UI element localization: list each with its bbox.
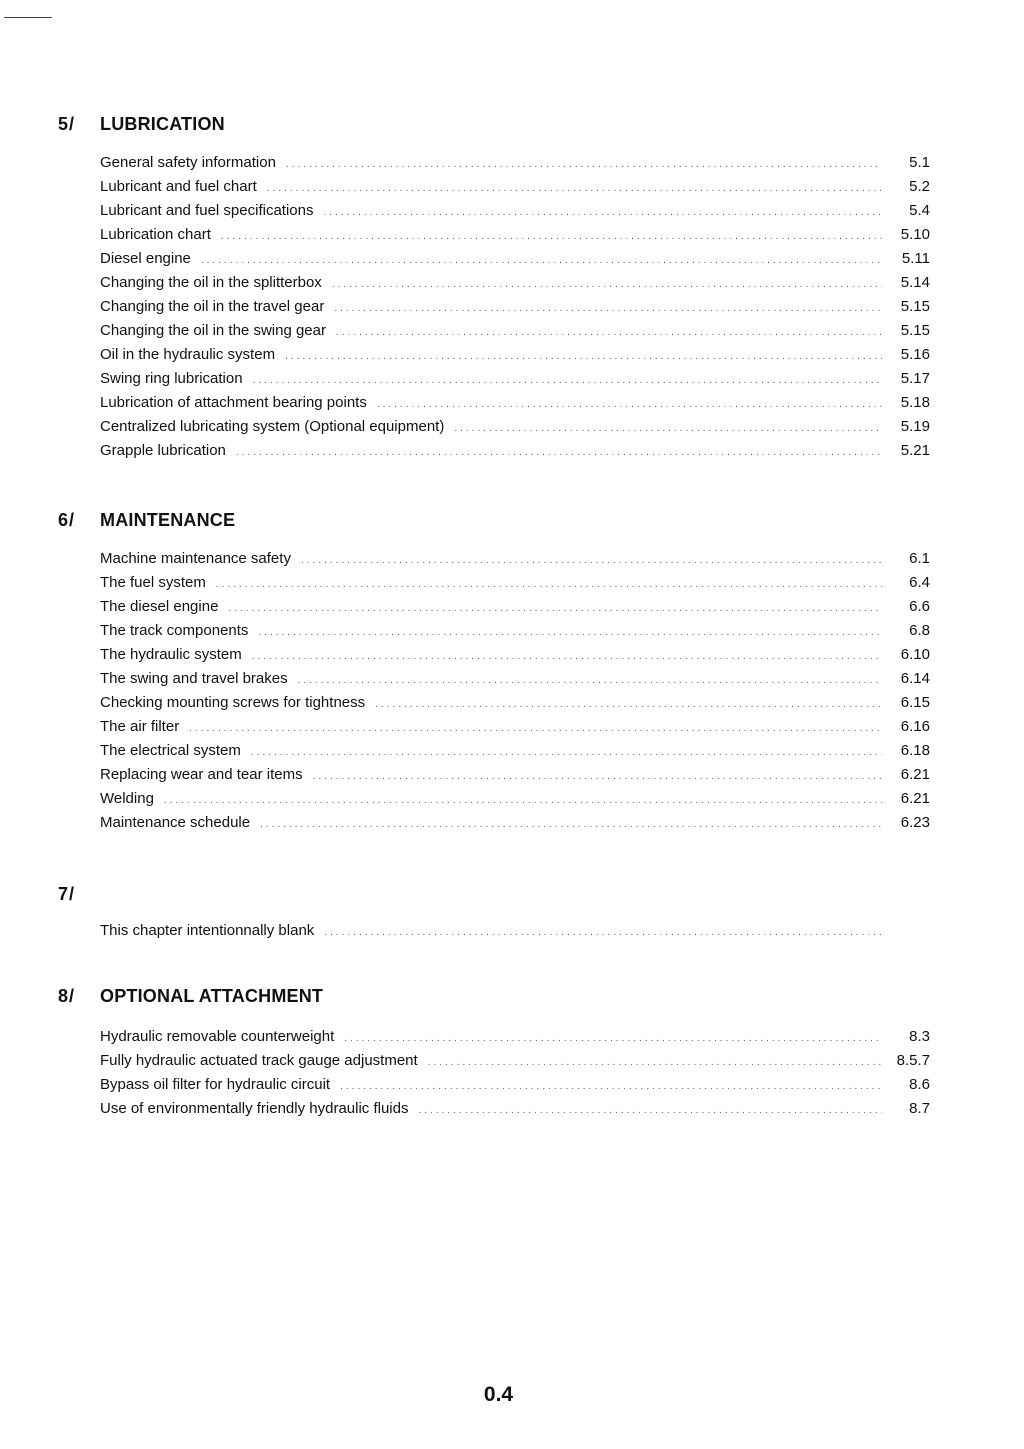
toc-entry[interactable] — [100, 418, 930, 442]
dot-leader — [252, 652, 882, 662]
toc-entries — [100, 154, 930, 466]
entry-page: 5.4 — [909, 202, 930, 219]
section-number: 8/ — [58, 986, 76, 1006]
dot-leader — [236, 448, 882, 458]
entry-page: 6.10 — [900, 646, 930, 663]
dot-leader — [216, 580, 882, 590]
toc-entry[interactable] — [100, 202, 930, 226]
toc-entry[interactable] — [100, 322, 930, 346]
entry-label: Swing ring lubrication — [100, 370, 243, 387]
entry-page: 5.17 — [900, 370, 930, 387]
entry-page: 8.5.7 — [896, 1052, 930, 1069]
toc-entry[interactable] — [100, 790, 930, 814]
toc-entry[interactable] — [100, 694, 930, 718]
dot-leader — [336, 328, 882, 338]
entry-page: 6.4 — [909, 574, 930, 591]
entry-label: Lubricant and fuel specifications — [100, 202, 314, 219]
toc-entries — [100, 1028, 930, 1124]
entry-page: 5.16 — [900, 346, 930, 363]
entry-label: Oil in the hydraulic system — [100, 346, 276, 363]
toc-entries — [100, 922, 930, 946]
entry-page: 5.10 — [900, 226, 930, 243]
entry-label: General safety information — [100, 154, 276, 171]
dot-leader — [285, 352, 882, 362]
entry-page: 5.19 — [900, 418, 930, 435]
dot-leader — [228, 604, 882, 614]
toc-entry[interactable] — [100, 646, 930, 670]
entry-label: Use of environmentally friendly hydraulic fluids — [100, 1100, 409, 1117]
entry-label: Bypass oil filter for hydraulic circuit — [100, 1076, 331, 1093]
entry-label: Machine maintenance safety — [100, 550, 291, 567]
toc-entry[interactable] — [100, 394, 930, 418]
toc-entry[interactable] — [100, 766, 930, 790]
entry-page: 6.21 — [900, 766, 930, 783]
toc-entries — [100, 550, 930, 838]
entry-page: 5.1 — [909, 154, 930, 171]
dot-leader — [323, 208, 882, 218]
dot-leader — [286, 160, 882, 170]
toc-entry[interactable] — [100, 1028, 930, 1052]
toc-entry[interactable] — [100, 1052, 930, 1076]
entry-label: The swing and travel brakes — [100, 670, 288, 687]
corner-rule — [4, 17, 52, 18]
dot-leader — [375, 700, 882, 710]
entry-page: 6.6 — [909, 598, 930, 615]
toc-entry[interactable] — [100, 550, 930, 574]
dot-leader — [301, 556, 882, 566]
entry-page: 6.15 — [900, 694, 930, 711]
toc-entry[interactable] — [100, 346, 930, 370]
entry-page: 5.14 — [900, 274, 930, 291]
toc-entry[interactable] — [100, 1076, 930, 1100]
toc-entry[interactable] — [100, 154, 930, 178]
entry-page: 5.15 — [900, 298, 930, 315]
toc-entry[interactable] — [100, 1100, 930, 1124]
dot-leader — [221, 232, 882, 242]
entry-label: Changing the oil in the swing gear — [100, 322, 326, 339]
section-number: 6/ — [58, 510, 76, 530]
dot-leader — [313, 772, 882, 782]
entry-label: Centralized lubricating system (Optional equipment) — [100, 418, 445, 435]
entry-label: Hydraulic removable counterweight — [100, 1028, 335, 1045]
toc-entry[interactable] — [100, 178, 930, 202]
entry-page: 5.21 — [900, 442, 930, 459]
entry-label: Maintenance schedule — [100, 814, 251, 831]
dot-leader — [377, 400, 882, 410]
dot-leader — [298, 676, 882, 686]
entry-label: Checking mounting screws for tightness — [100, 694, 366, 711]
toc-entry[interactable] — [100, 742, 930, 766]
toc-entry[interactable] — [100, 250, 930, 274]
dot-leader — [340, 1082, 882, 1092]
entry-page: 6.16 — [900, 718, 930, 735]
toc-entry[interactable] — [100, 718, 930, 742]
entry-label: The air filter — [100, 718, 180, 735]
entry-label: Lubrication of attachment bearing points — [100, 394, 367, 411]
toc-entry[interactable] — [100, 274, 930, 298]
toc-entry[interactable] — [100, 922, 930, 946]
dot-leader — [344, 1034, 882, 1044]
entry-label: Changing the oil in the travel gear — [100, 298, 325, 315]
section-number: 7/ — [58, 884, 76, 904]
entry-page: 6.14 — [900, 670, 930, 687]
dot-leader — [428, 1058, 882, 1068]
entry-page: 6.1 — [909, 550, 930, 567]
toc-entry[interactable] — [100, 670, 930, 694]
entry-label: Lubricant and fuel chart — [100, 178, 257, 195]
section-title: OPTIONAL ATTACHMENT — [100, 986, 324, 1006]
entry-label: Grapple lubrication — [100, 442, 226, 459]
entry-page: 8.3 — [909, 1028, 930, 1045]
dot-leader — [189, 724, 882, 734]
entry-page: 5.18 — [900, 394, 930, 411]
entry-page: 6.23 — [900, 814, 930, 831]
entry-page: 6.8 — [909, 622, 930, 639]
entry-label: The diesel engine — [100, 598, 219, 615]
dot-leader — [267, 184, 882, 194]
toc-entry[interactable] — [100, 598, 930, 622]
entry-label: Changing the oil in the splitterbox — [100, 274, 322, 291]
entry-page: 5.15 — [900, 322, 930, 339]
entry-page: 8.7 — [909, 1100, 930, 1117]
page-number: 0.4 — [483, 1383, 514, 1406]
dot-leader — [418, 1106, 882, 1116]
toc-entry[interactable] — [100, 814, 930, 838]
entry-label: The fuel system — [100, 574, 206, 591]
dot-leader — [253, 376, 882, 386]
dot-leader — [260, 820, 882, 830]
toc-entry[interactable] — [100, 574, 930, 598]
entry-label: The electrical system — [100, 742, 241, 759]
section-number: 5/ — [58, 114, 76, 134]
entry-label: The track components — [100, 622, 249, 639]
dot-leader — [324, 928, 882, 938]
entry-label: Welding — [100, 790, 154, 807]
entry-page: 6.21 — [900, 790, 930, 807]
entry-page: 5.11 — [901, 250, 930, 267]
toc-entry[interactable] — [100, 370, 930, 394]
entry-page: 6.18 — [900, 742, 930, 759]
dot-leader — [332, 280, 882, 290]
dot-leader — [258, 628, 882, 638]
entry-label: Fully hydraulic actuated track gauge adjustment — [100, 1052, 418, 1069]
entry-page: 5.2 — [909, 178, 930, 195]
entry-label: Lubrication chart — [100, 226, 211, 243]
section-title: LUBRICATION — [100, 114, 225, 134]
toc-entry[interactable] — [100, 226, 930, 250]
toc-entry[interactable] — [100, 442, 930, 466]
dot-leader — [454, 424, 882, 434]
entry-page: 8.6 — [909, 1076, 930, 1093]
dot-leader — [164, 796, 882, 806]
entry-label: This chapter intentionnally blank — [100, 922, 315, 939]
toc-entry[interactable] — [100, 298, 930, 322]
dot-leader — [251, 748, 882, 758]
entry-label: The hydraulic system — [100, 646, 242, 663]
section-title: MAINTENANCE — [100, 510, 236, 530]
entry-label: Replacing wear and tear items — [100, 766, 303, 783]
toc-entry[interactable] — [100, 622, 930, 646]
dot-leader — [334, 304, 882, 314]
dot-leader — [201, 256, 882, 266]
entry-label: Diesel engine — [100, 250, 191, 267]
